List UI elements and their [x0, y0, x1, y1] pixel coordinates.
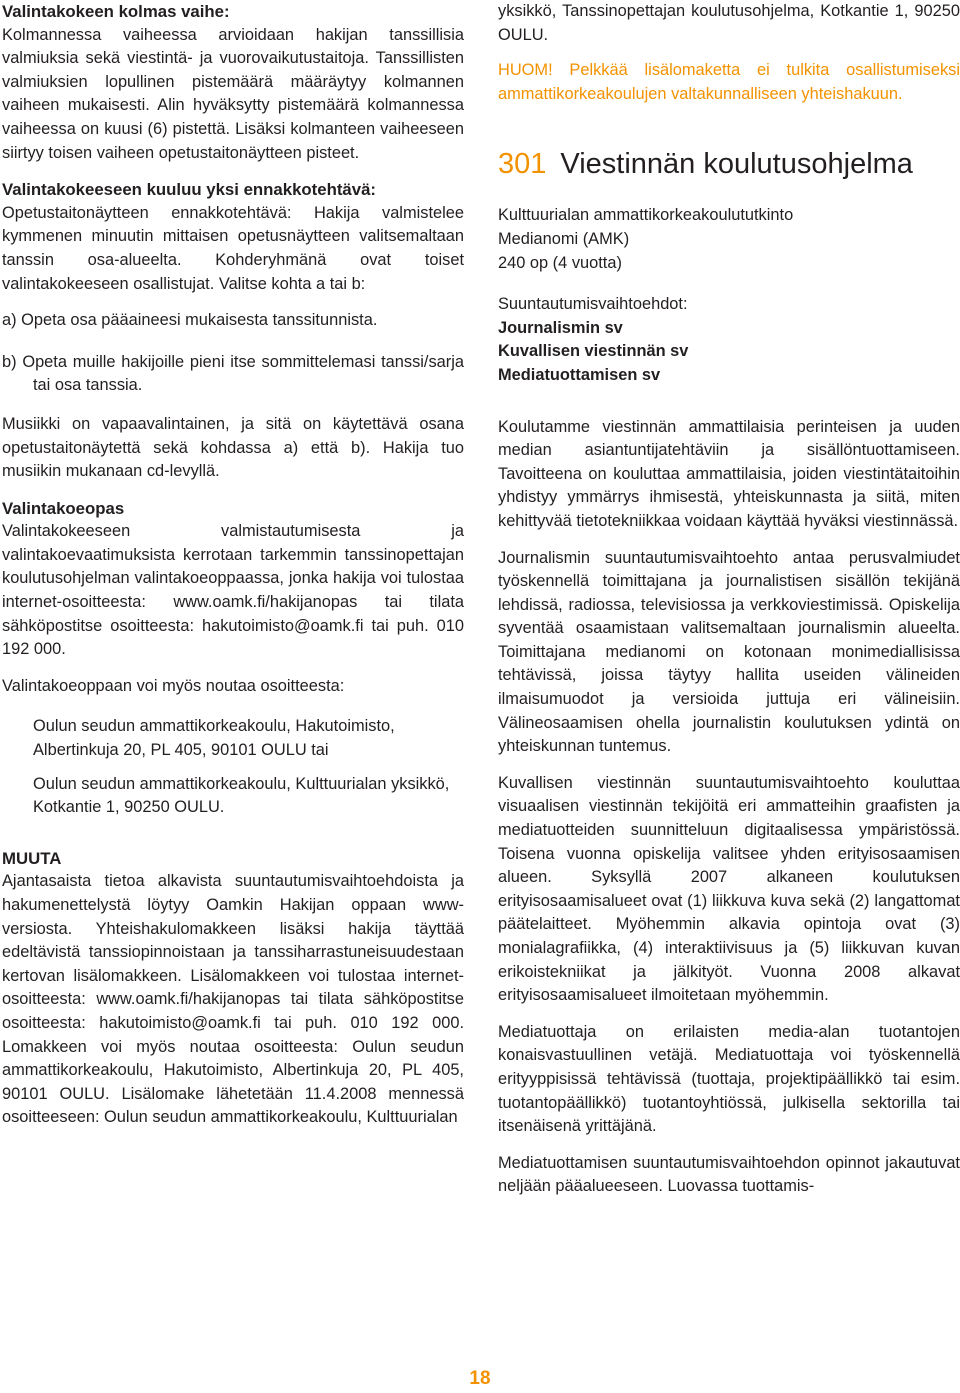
right-column [498, 0, 960, 1199]
option-visual-communication: Kuvallisen viestinnän sv [498, 342, 689, 361]
paragraph-guide: Valintakokeeseen valmistautumisesta ja valintakoevaatimuksista kerrotaan tarkemmin tanssinopettajan koulutusohjelman valintakoeoppaassa, jonka hakija voi tulostaa internet-osoitteesta: www.oamk.fi/hakijanopas tai tilata sähköpostitse osoitteesta: hakutoimisto@oamk.fi tai puh. 010 192 000. [2, 522, 464, 659]
heading-guide: Valintakoeopas [2, 498, 125, 518]
paragraph-visual: Kuvallisen viestinnän suuntautumisvaihtoehto kouluttaa visuaalisen viestinnän tekijöitä eri ammatteihin graafisten ja mediatuotteiden suunnitteluun digitaalisessa ympäristössä. Toisena vuonna opiskelija valitsee yhden erityisosaamisen alueen. Syksyllä 2007 alkaneen koulutuksen erityisosaamisalueet ovat (1) liikkuva kuva sekä (2) langattomat päätelaitteet. Myöhemmin alkavia opintoja ovat (3) monialagrafiikka, (4) interaktiivisuus ja (5) liikkuvan kuvan erikoistekniikat ja jälkityöt. Vuonna 2008 alkavat erityisosaamisalueet ilmoitetaan myöhemmin. [498, 773, 960, 1005]
heading-other: MUUTA [2, 848, 62, 868]
paragraph-media-producer: Mediatuottaja on erilaisten media-alan tuotantojen konaisvastuullinen vetäjä. Mediatuottaja voi työskennellä erityyppisissä tehtävissä (tuottaja, projektipäällikkö tai esim. tuotantopäällikkö) tuotantoyhtiössä, julkisella sektorilla tai itsenäisenä yrittäjänä. [498, 1022, 960, 1136]
option-journalism: Journalismin sv [498, 318, 623, 337]
paragraph-intro: Koulutamme viestinnän ammattilaisia perinteisen ja uuden median asiantuntijatehtäviin ja sisällöntuottamiseen. Tavoitteena on kouluttaa ammattilaisia, joiden viestintätaitoihin yhdistyy ymmärrys ihmisestä, yhteiskunnasta ja siitä, miten kehittyvää tietotekniikkaa voidaan käyttää hyväksi viestinnässä. [498, 417, 960, 530]
program-heading [498, 144, 960, 184]
paragraph-media-production-studies: Mediatuottamisen suuntautumisvaihtoehdon opinnot jakautuvat neljään pääalueeseen. Luovassa tuottamis- [498, 1153, 960, 1196]
heading-third-phase: Valintakokeen kolmas vaihe: [2, 2, 230, 21]
paragraph-journalism: Journalismin suuntautumisvaihtoehto antaa perusvalmiudet työskennellä toimittajana ja journalistisen sisällön tekijänä lehdissä, radiossa, televisiossa ja verkkoviestimissä. Opiskelija syventää osaamistaan valitsemaltaan journalismin alueelta. Toimittajana medianomi on kotonaan monimediallisissa tehtävissä, joissa täytyy hallita useiden välineiden ilmaisumuodot ja versioida juttuja eri välineisiin. Välineosaamisen ohella journalistin koulutuksen ydintä on yhteiskunnan tuntemus. [498, 548, 960, 756]
left-column [2, 0, 464, 1130]
paragraph-address-continued: yksikkö, Tanssinopettajan koulutusohjelma, Kotkantie 1, 90250 OULU. [498, 2, 960, 44]
address-kulttuuriala: Oulun seudun ammattikorkeakoulu, Kulttuurialan yksikkö, Kotkantie 1, 90250 OULU. [33, 774, 450, 817]
paragraph-pickup: Valintakoeoppaan voi myös noutaa osoitteesta: [2, 676, 345, 695]
program-title: Viestinnän koulutusohjelma [560, 148, 913, 181]
option-media-production: Mediatuottamisen sv [498, 365, 661, 384]
specialization-options [498, 293, 960, 387]
options-label: Suuntautumisvaihtoehdot: [498, 295, 688, 314]
option-a: a) Opeta osa pääaineesi mukaisesta tanssitunnista. [2, 311, 378, 330]
option-b: b) Opeta muille hakijoille pieni itse sommittelemasi tanssi/sarja tai osa tanssia. [2, 352, 464, 395]
paragraph-music: Musiikki on vapaavalintainen, ja sitä on käytettävä osana opetustaitonäytettä sekä kohdassa a) että b). Hakija tuo musiikin mukanaan cd-levyllä. [2, 414, 464, 481]
program-number: 301 [498, 148, 547, 181]
heading-pre-task: Valintakokeeseen kuuluu yksi ennakkotehtävä: [2, 180, 377, 200]
degree-name: Kulttuurialan ammattikorkeakoulututkinto [498, 206, 794, 225]
degree-credits: 240 op (4 vuotta) [498, 253, 622, 272]
paragraph-pre-task: Opetustaitonäytteen ennakkotehtävä: Hakija valmistelee kymmenen minuutin mittaisen opetusnäytteen valitsemaltaan tanssin osa-alueelta. Kohderyhmänä ovat toiset valintakokeeseen osallistujat. Valitse kohta a tai b: [2, 203, 464, 293]
paragraph-other: Ajantasaista tietoa alkavista suuntautumisvaihtoehdoista ja hakumenettelystä löytyy Oamkin Hakijan oppaan www-versiosta. Yhteishakulomakkeen lisäksi hakija täyttää edeltävistä tanssiopinnoistaan ja tanssiharrastuneisuudestaan kertovan lisälomakkeen. Lisälomakkeen voi tulostaa internet-osoitteesta: www.oamk.fi/hakijanopas tai tilata sähköpostitse osoitteesta: hakutoimisto@oamk.fi tai puh. 010 192 000. Lomakkeen voi myös noutaa osoitteesta: Oulun seudun ammattikorkeakoulu, Hakutoimisto, Albertinkuja 20, PL 405, 90101 OULU. Lisälomake lähetetään 11.4.2008 mennessä osoitteeseen: Oulun seudun ammattikorkeakoulu, Kulttuurialan [2, 872, 464, 1127]
degree-info [498, 204, 960, 275]
page-number: 18 [469, 1368, 491, 1389]
notice-huom: HUOM! Pelkkää lisälomaketta ei tulkita osallistumiseksi ammattikorkeakoulujen valtakunnalliseen yhteishakuun. [498, 61, 960, 103]
degree-title: Medianomi (AMK) [498, 229, 630, 248]
paragraph-third-phase: Kolmannessa vaiheessa arvioidaan hakijan tanssillisia valmiuksia sekä viestintä- ja vuorovaikutustaitoja. Tanssillisten valmiuksien lopullinen pistemäärä määräytyy kolmannen vaiheen mukaisesti. Alin hyväksytty pistemäärä kolmannessa vaiheessa on kuusi (6) pistettä. Lisäksi kolmanteen vaiheeseen siirtyy toisen vaiheen opetustaitonäytteen pisteet. [2, 25, 464, 162]
address-hakutoimisto: Oulun seudun ammattikorkeakoulu, Hakutoimisto, Albertinkuja 20, PL 405, 90101 OULU tai [33, 717, 395, 760]
